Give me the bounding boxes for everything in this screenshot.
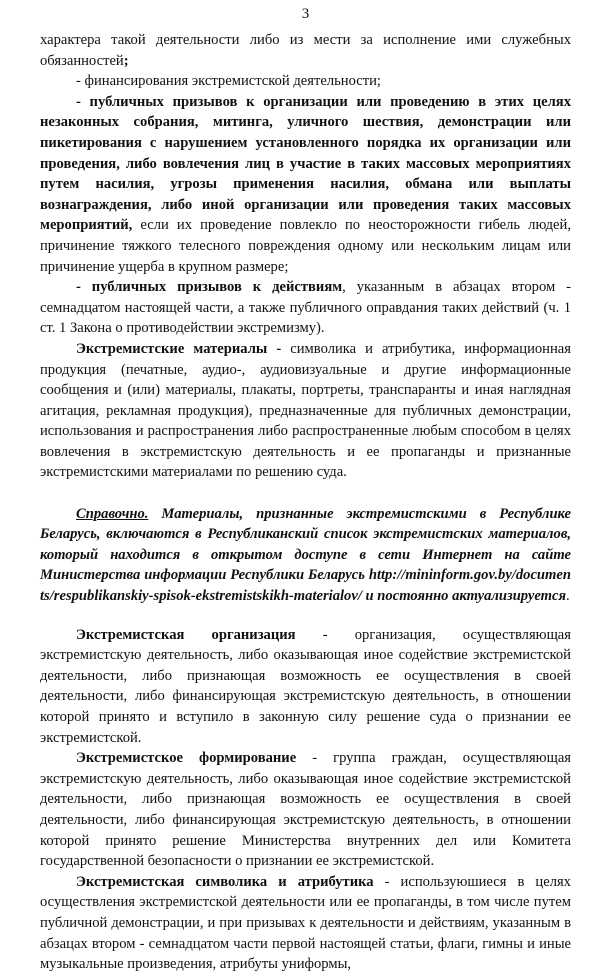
reference-note	[40, 504, 571, 607]
bold-term: Экстремистская организация	[76, 626, 296, 643]
paragraph-text: символика и атрибутика, информационная продукция (печатные, аудио-, аудиовизуальные и другие информационные сообщения и (или) материалы, плакаты, портреты, транспаранты и иная наглядная агитация, рекламная продукция), предназначенные для публичных демонстрации, использования и распространения либо распространенные любым способом в целях вовлечения в экстремистскую деятельность и ее пропаганды и признанные экстремистскими материалами по решению суда.	[40, 340, 571, 481]
paragraph-public-calls-actions	[40, 277, 571, 339]
paragraph-financing: - финансирования экстремистской деятельности;	[76, 73, 381, 90]
paragraph-text: - группа граждан, осуществляющая экстремистскую деятельность, либо оказывающая иное содействие экстремистской деятельности, либо признающая возможность ее осуществления в своей деятельности, либо финансирующая экстремистскую деятельность, в отношении которой принято решение Министерства внутренних дел или Комитета государственной безопасности о признании ее экстремистской.	[40, 750, 572, 870]
paragraph-text: - используюшиеся в целях осуществления экстремистской деятельности или ее пропаганды, в том числе путем публичной демонстрации, и при призывах к деятельности и действиям, указанным в абзацах втором - семнадцатом части первой настоящей статьи, флаги, гимны и иные музыкальные произведения, атрибуты униформы,	[40, 873, 571, 973]
paragraph-punctuation: ;	[123, 52, 129, 69]
paragraph-text: характера такой деятельности либо из мести за исполнение ими служебных обязанностей	[40, 32, 571, 69]
reference-label: Справочно.	[76, 505, 149, 522]
spacer	[40, 483, 571, 504]
paragraph-text: - организация, осуществляющая экстремистскую деятельность, либо оказывающая иное содействие экстремистской деятельности, либо признающая возможность ее осуществления в своей деятельности, либо финансирующая экстремистскую деятельность, в отношении которой принято и вступило в законную силу решение суда о признании ее экстремистской.	[40, 626, 571, 746]
reference-tail: и постоянно актуализируется	[361, 588, 567, 605]
paragraph-extremist-symbols	[40, 872, 571, 975]
bold-term: Экстремистское формирование	[76, 750, 297, 767]
paragraph-public-calls-organization	[40, 92, 571, 277]
bold-term: - публичных призывов к организации или проведению в этих целях незаконных собрания, митинга, уличного шествия, демонстрации или пикетирования с нарушением установленного порядка их организации или проведения, либо вовлечения лиц в участие в таких массовых мероприятиях путем насилия, угрозы применения насилия, обмана или выплаты вознаграждения, либо иной организации или проведения таких массовых мероприятий,	[40, 93, 571, 234]
paragraph-extremist-formation	[40, 748, 571, 872]
paragraph-extremist-materials	[40, 339, 571, 483]
paragraph-continuation	[40, 30, 571, 71]
reference-url[interactable]: http://mininform.gov.by/documents/respublikanskiy-spisok-ekstremistskikh-materialov/	[40, 567, 571, 605]
paragraph-text: , указанным в абзацах втором - семнадцатом настоящей части, а также публичного оправдания таких действий (ч. 1 ст. 1 Закона о противодействии экстремизму).	[40, 279, 571, 337]
bold-term: - публичных призывов к действиям	[76, 279, 343, 296]
bold-term: Экстремистские материалы -	[76, 340, 282, 357]
paragraph-extremist-organization	[40, 625, 571, 749]
reference-end: .	[566, 588, 570, 605]
bold-term: Экстремистская символика и атрибутика	[76, 873, 374, 890]
paragraph-text: если их проведение повлекло по неосторожности гибель людей, причинение тяжкого телесного повреждения одному или нескольким лицам или причинение ущерба в крупном размере;	[40, 217, 571, 275]
reference-text: Материалы, признанные экстремистскими в Республике Беларусь, включаются в Республиканский список экстремистских материалов, который находится в открытом доступе в сети Интернет на сайте Министерства информации Республики Беларусь	[40, 505, 571, 584]
spacer	[40, 607, 571, 625]
page-number: 3	[301, 6, 310, 22]
